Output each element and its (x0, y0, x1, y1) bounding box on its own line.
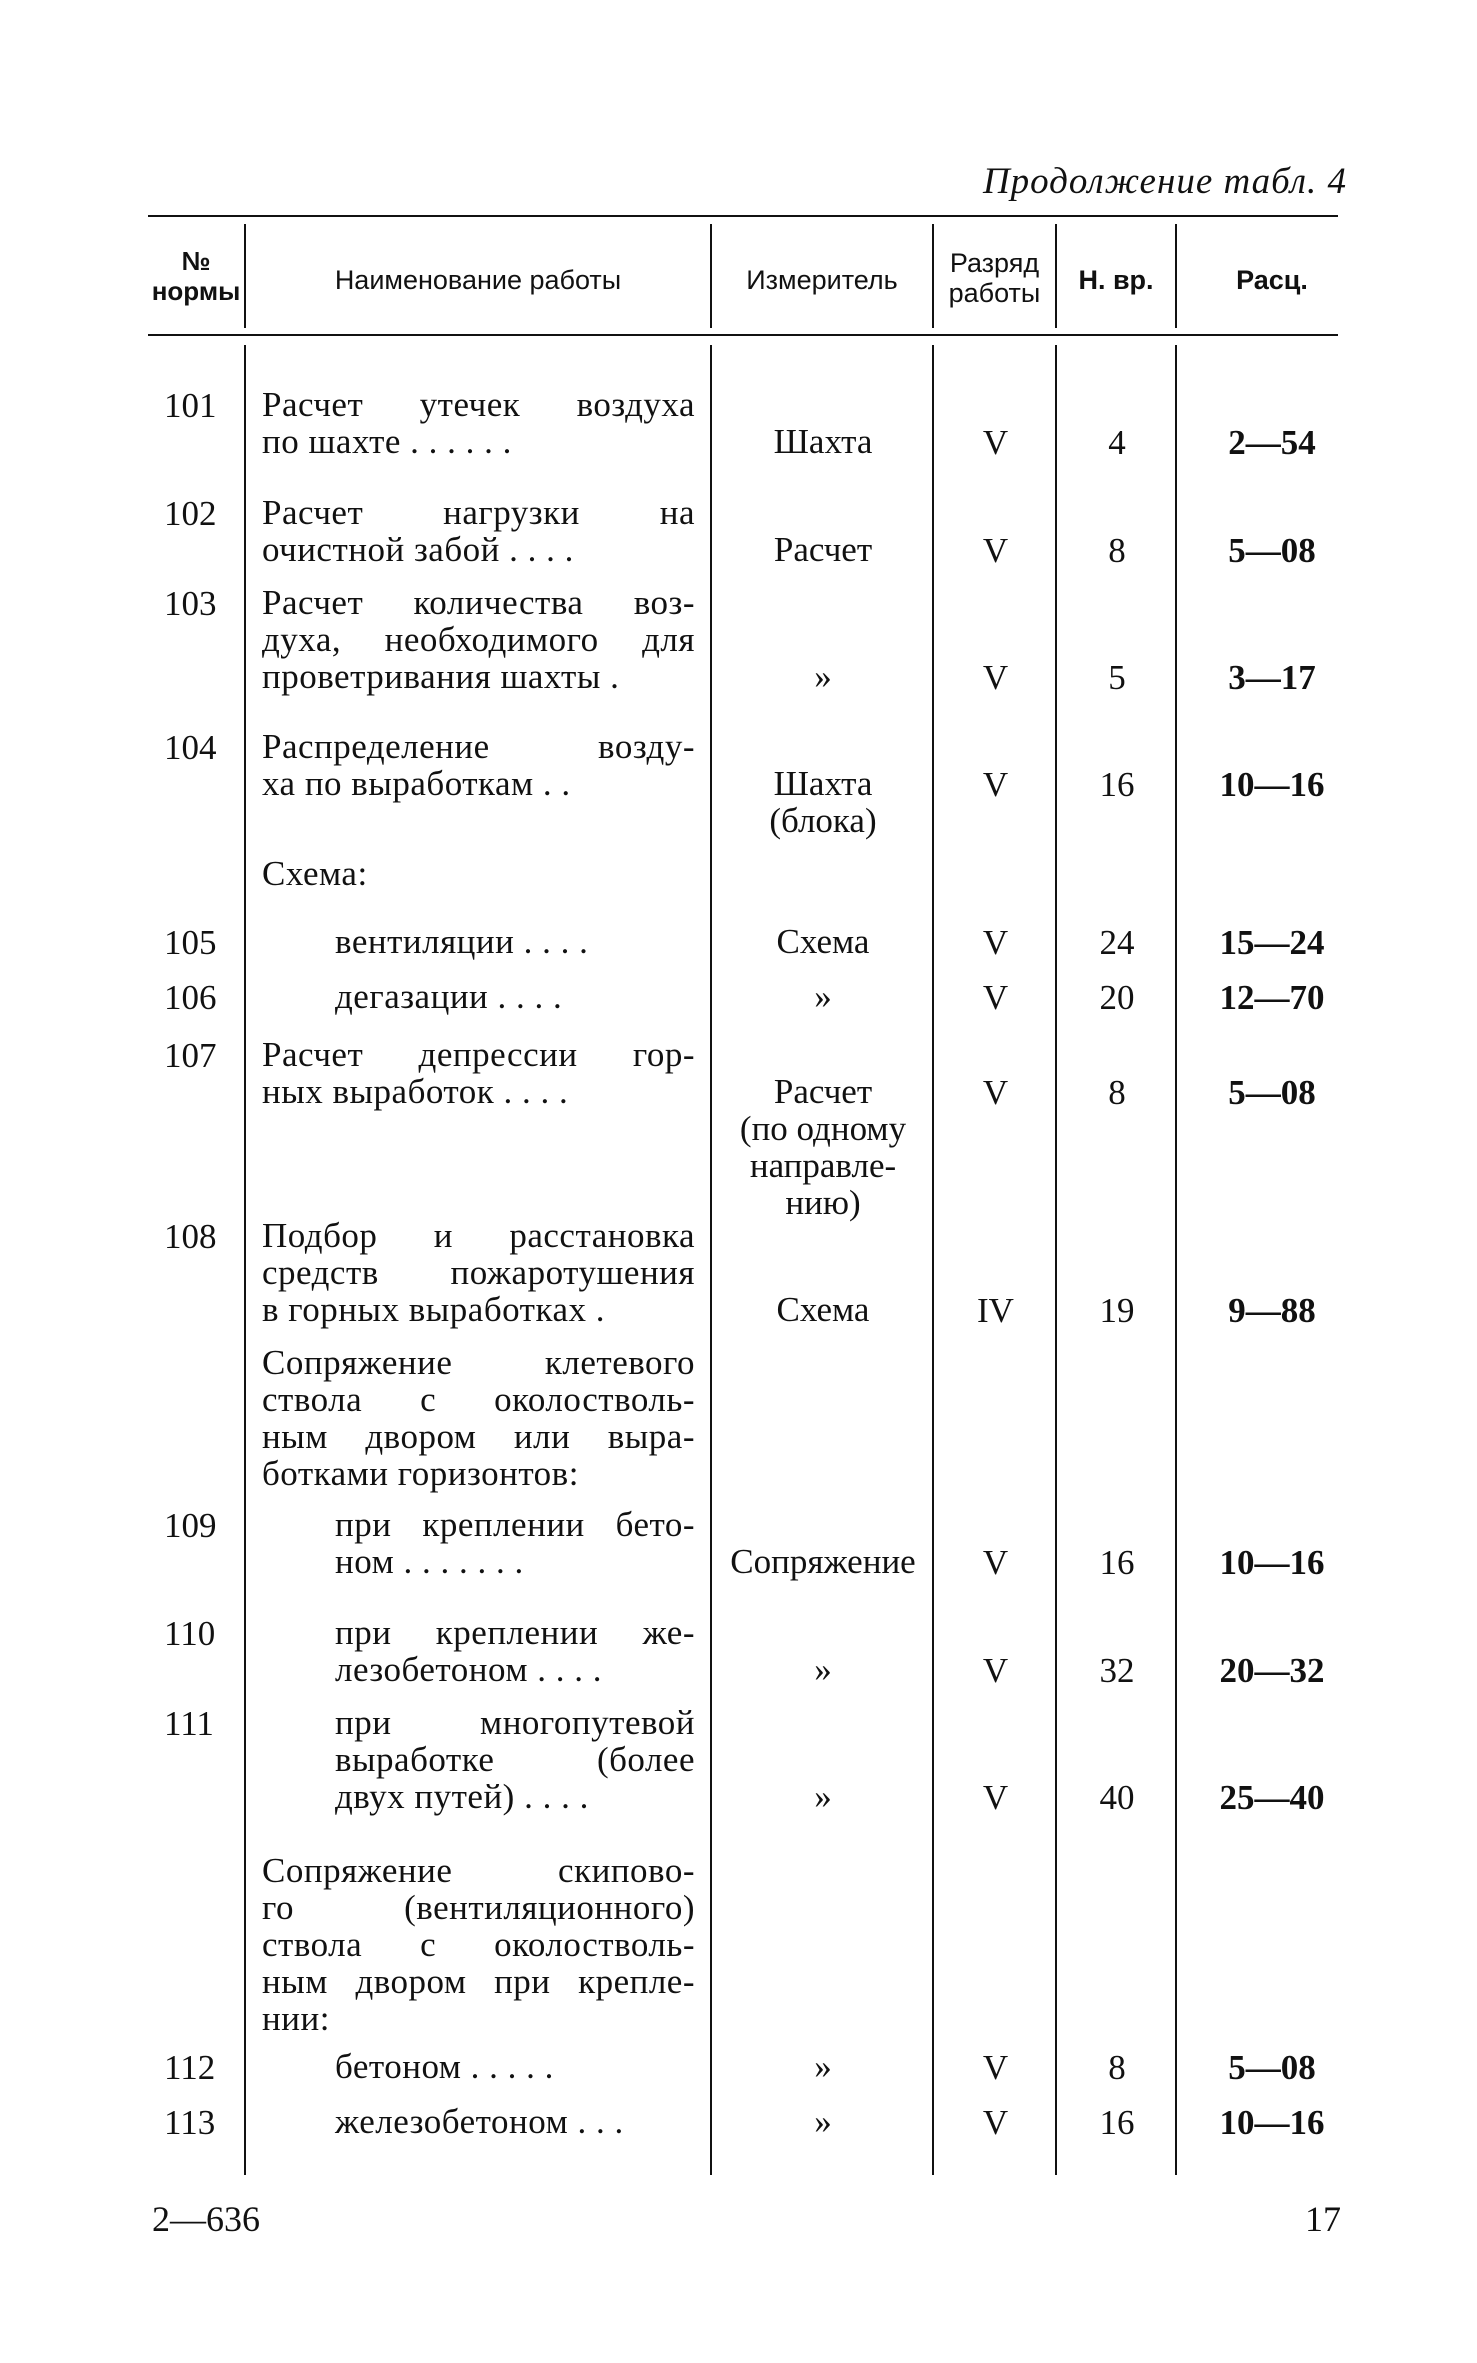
row-number: 112 (164, 2048, 216, 2087)
measure-line: » (814, 657, 832, 696)
row-time: 20 (1099, 978, 1135, 1017)
row-number: 105 (164, 923, 217, 962)
row-grade: V (982, 531, 1009, 570)
description-line: Расчет количества воз- (262, 583, 695, 622)
row-number: 113 (164, 2103, 216, 2142)
measure-line: » (814, 977, 832, 1016)
row-number: 106 (164, 978, 217, 1017)
row-number: 102 (164, 494, 217, 533)
description-line: ствола с околостволь- (262, 1380, 695, 1419)
description-line: Подбор и расстановка (262, 1216, 695, 1255)
row-time: 8 (1108, 2048, 1126, 2087)
measure-line: » (814, 2102, 832, 2141)
row-rate: 10—16 (1219, 1543, 1325, 1582)
row-number: 108 (164, 1217, 217, 1256)
header-name: Наименование работы (334, 265, 622, 295)
row-measure (712, 1073, 934, 1221)
row-measure (712, 1543, 934, 1580)
row-number: 107 (164, 1036, 217, 1075)
row-grade: V (982, 1543, 1009, 1582)
header-grade (934, 248, 1055, 308)
row-description (262, 1217, 695, 1328)
measure-line: » (814, 1650, 832, 1689)
row-time: 4 (1108, 423, 1126, 462)
header-measure: Измеритель (746, 265, 898, 295)
row-grade: V (982, 1073, 1009, 1112)
row-description (335, 1506, 695, 1580)
description-line: дегазации . . . . (335, 977, 563, 1016)
measure-line: нию) (785, 1183, 861, 1222)
measure-line: » (814, 1777, 832, 1816)
row-time: 19 (1099, 1291, 1135, 1330)
description-line: Расчет нагрузки на (262, 493, 695, 532)
row-grade: V (982, 978, 1009, 1017)
body-divider-1 (244, 345, 246, 2175)
row-grade: V (982, 923, 1009, 962)
description-line: при креплении бето- (335, 1505, 695, 1544)
row-time: 40 (1099, 1778, 1135, 1817)
row-description (262, 1852, 695, 2037)
row-grade: V (982, 2103, 1009, 2142)
measure-line: Расчет (773, 530, 873, 569)
header-bottom-rule (148, 334, 1338, 336)
row-description (335, 978, 695, 1015)
description-line: при креплении же- (335, 1613, 695, 1652)
measure-line: (блока) (769, 801, 877, 840)
measure-line: направле- (749, 1146, 897, 1185)
description-line: Сопряжение клетевого (262, 1343, 695, 1382)
row-grade: V (982, 423, 1009, 462)
description-line: ным двором или выра- (262, 1417, 695, 1456)
row-grade: V (982, 1778, 1009, 1817)
description-line: нии: (262, 1999, 330, 2038)
description-line: Расчет депрессии гор- (262, 1035, 695, 1074)
description-line: духа, необходимого для (262, 620, 695, 659)
row-number: 103 (164, 584, 217, 623)
top-rule (148, 215, 1338, 217)
measure-line: Схема (776, 1290, 870, 1329)
description-line: в горных выработках . (262, 1290, 605, 1329)
measure-line: Схема (776, 922, 870, 961)
body-divider-3 (932, 345, 934, 2175)
row-measure (712, 2103, 934, 2140)
row-time: 8 (1108, 1073, 1126, 1112)
header-num-line2: нормы (151, 276, 241, 306)
row-rate: 5—08 (1228, 2048, 1316, 2087)
row-time: 16 (1099, 2103, 1135, 2142)
row-rate: 20—32 (1219, 1651, 1325, 1690)
row-description (262, 386, 695, 460)
row-measure (712, 2048, 934, 2085)
description-line: Расчет утечек воздуха (262, 385, 695, 424)
row-rate: 10—16 (1219, 2103, 1325, 2142)
row-measure (712, 423, 934, 460)
row-rate: 5—08 (1228, 1073, 1316, 1112)
description-line: Схема: (262, 854, 368, 893)
description-line: ствола с околостволь- (262, 1925, 695, 1964)
description-line: ном . . . . . . . (335, 1542, 524, 1581)
description-line: средств пожаротушения (262, 1253, 695, 1292)
row-description (335, 2048, 695, 2085)
row-rate: 2—54 (1228, 423, 1316, 462)
row-grade: IV (977, 1291, 1014, 1330)
row-measure (712, 1778, 934, 1815)
row-measure (712, 658, 934, 695)
row-description (262, 1036, 695, 1110)
row-rate: 5—08 (1228, 531, 1316, 570)
description-line: проветривания шахты . (262, 657, 620, 696)
description-line: двух путей) . . . . (335, 1777, 589, 1816)
measure-line: Шахта (773, 422, 873, 461)
row-number: 109 (164, 1506, 217, 1545)
row-description (335, 923, 695, 960)
row-description (262, 728, 695, 802)
description-line: по шахте . . . . . . (262, 422, 512, 461)
row-time: 24 (1099, 923, 1135, 962)
row-number: 111 (164, 1704, 214, 1743)
row-description (262, 855, 695, 892)
row-measure (712, 978, 934, 1015)
row-measure (712, 923, 934, 960)
body-divider-2 (710, 345, 712, 2175)
body-divider-5 (1175, 345, 1177, 2175)
row-rate: 15—24 (1219, 923, 1325, 962)
row-rate: 12—70 (1219, 978, 1325, 1017)
row-description (335, 2103, 695, 2140)
row-time: 5 (1108, 658, 1126, 697)
row-time: 32 (1099, 1651, 1135, 1690)
measure-line: Сопряжение (730, 1542, 916, 1581)
row-grade: V (982, 658, 1009, 697)
description-line: го (вентиляционного) (262, 1888, 695, 1927)
description-line: выработке (более (335, 1740, 695, 1779)
body-divider-4 (1055, 345, 1057, 2175)
description-line: вентиляции . . . . (335, 922, 589, 961)
row-description (262, 584, 695, 695)
row-grade: V (982, 2048, 1009, 2087)
row-measure (712, 531, 934, 568)
header-time: Н. вр. (1078, 265, 1154, 295)
header-num-line1: № (181, 246, 211, 276)
description-line: Сопряжение скипово- (262, 1851, 695, 1890)
row-rate: 9—88 (1228, 1291, 1316, 1330)
description-line: очистной забой . . . . (262, 530, 574, 569)
page-number: 17 (1305, 2199, 1341, 2239)
description-line: железобетоном . . . (335, 2102, 624, 2141)
header-num (148, 246, 244, 306)
description-line: ным двором при крепле- (262, 1962, 695, 2001)
description-line: лезобетоном . . . . (335, 1650, 602, 1689)
row-rate: 10—16 (1219, 765, 1325, 804)
header-grade-line1: Разряд (949, 248, 1040, 278)
row-description (335, 1704, 695, 1815)
measure-line: » (814, 2047, 832, 2086)
description-line: ботками горизонтов: (262, 1454, 579, 1493)
description-line: при многопутевой (335, 1703, 695, 1742)
row-number: 104 (164, 728, 217, 767)
header-rate: Расц. (1236, 265, 1308, 295)
row-measure (712, 1291, 934, 1328)
row-description (262, 1344, 695, 1492)
row-measure (712, 1651, 934, 1688)
footer-code: 2—636 (152, 2199, 260, 2239)
row-time: 8 (1108, 531, 1126, 570)
row-measure (712, 765, 934, 839)
measure-line: Шахта (773, 764, 873, 803)
row-number: 101 (164, 386, 217, 425)
row-description (335, 1614, 695, 1688)
table-caption: Продолжение табл. 4 (982, 161, 1347, 202)
description-line: Распределение возду- (262, 727, 695, 766)
measure-line: (по одному (739, 1109, 907, 1148)
row-grade: V (982, 765, 1009, 804)
measure-line: Расчет (773, 1072, 873, 1111)
row-rate: 3—17 (1228, 658, 1316, 697)
row-time: 16 (1099, 1543, 1135, 1582)
row-description (262, 494, 695, 568)
description-line: ных выработок . . . . (262, 1072, 569, 1111)
row-number: 110 (164, 1614, 216, 1653)
row-time: 16 (1099, 765, 1135, 804)
row-grade: V (982, 1651, 1009, 1690)
description-line: бетоном . . . . . (335, 2047, 554, 2086)
row-rate: 25—40 (1219, 1778, 1325, 1817)
header-grade-line2: работы (948, 278, 1041, 308)
description-line: ха по выработкам . . (262, 764, 571, 803)
